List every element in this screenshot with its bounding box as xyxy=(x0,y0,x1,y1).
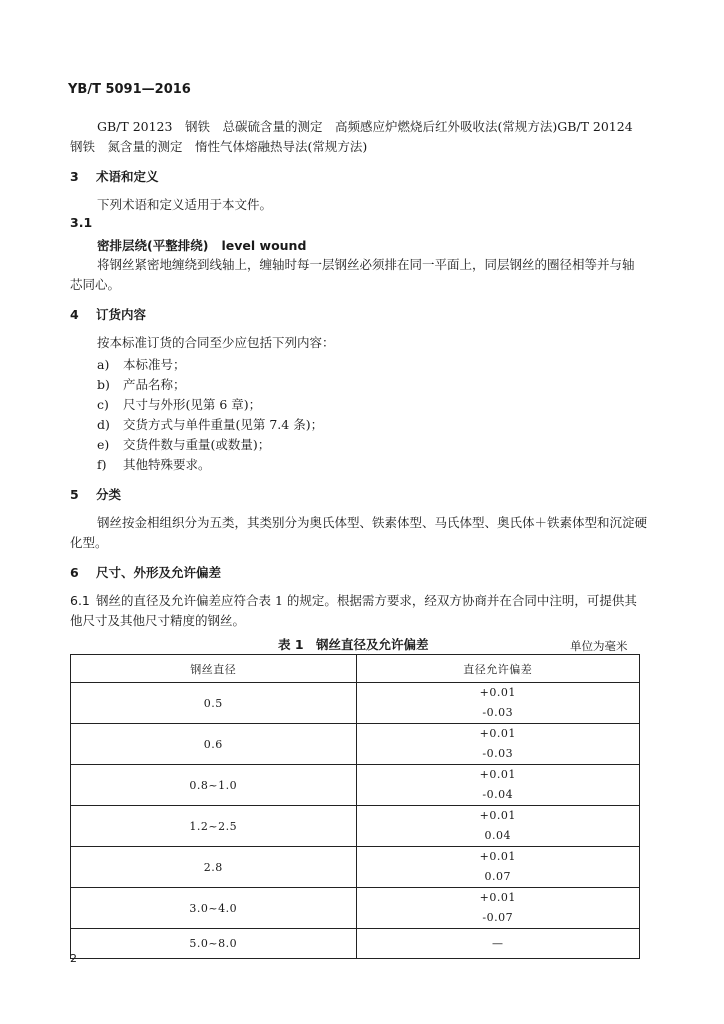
cell-tolerance: +0.01 -0.04 xyxy=(356,765,640,806)
list-item: e) 交货件数与重量(或数量)； xyxy=(97,437,271,452)
cell-diameter: 0.5 xyxy=(71,683,357,724)
table-row xyxy=(71,683,640,724)
section-3-heading xyxy=(70,167,159,185)
section-5-number: 5 xyxy=(70,487,79,502)
reference-line-1: GB/T 20123 钢铁 总碳硫含量的测定 高频感应炉燃烧后红外吸收法(常规方法)GB/T 20124 xyxy=(97,119,633,134)
section-5-title: 分类 xyxy=(96,487,122,502)
section-5-line-1: 钢丝按金相组织分为五类，其类别分为奥氏体型、铁素体型、马氏体型、奥氏体＋铁素体型和沉淀硬 xyxy=(97,515,648,530)
table-row xyxy=(71,765,640,806)
table-row xyxy=(71,888,640,929)
table-row xyxy=(71,806,640,847)
table-caption: 表 1 钢丝直径及允许偏差 xyxy=(278,637,429,652)
cell-diameter: 2.8 xyxy=(71,847,357,888)
cell-tolerance: +0.01 -0.07 xyxy=(356,888,640,929)
section-3-intro: 下列术语和定义适用于本文件。 xyxy=(97,197,273,212)
reference-line-2: 钢铁 氮含量的测定 惰性气体熔融热导法(常规方法) xyxy=(70,139,368,154)
section-5-heading xyxy=(70,485,121,503)
table-row xyxy=(71,847,640,888)
diameter-tolerance-table xyxy=(70,654,640,959)
header-diameter: 钢丝直径 xyxy=(71,655,357,683)
definition-line-2: 芯同心。 xyxy=(70,277,121,292)
section-6-title: 尺寸、外形及允许偏差 xyxy=(96,565,222,580)
section-4-intro: 按本标准订货的合同至少应包括下列内容： xyxy=(97,335,335,350)
standard-code-header: YB/T 5091—2016 xyxy=(68,82,191,97)
table-unit: 单位为毫米 xyxy=(570,639,628,653)
clause-6-1-number: 6.1 xyxy=(70,593,90,608)
section-3-number: 3 xyxy=(70,169,79,184)
term-number: 3.1 xyxy=(70,215,93,230)
cell-diameter: 5.0~8.0 xyxy=(71,929,357,959)
list-item: c) 尺寸与外形(见第 6 章)； xyxy=(97,397,262,412)
cell-diameter: 3.0~4.0 xyxy=(71,888,357,929)
section-4-title: 订货内容 xyxy=(96,307,147,322)
term-english: level wound xyxy=(221,238,307,253)
section-4-number: 4 xyxy=(70,307,79,322)
cell-tolerance: +0.01 -0.03 xyxy=(356,683,640,724)
list-item: f) 其他特殊要求。 xyxy=(97,457,211,472)
cell-diameter: 0.8~1.0 xyxy=(71,765,357,806)
cell-diameter: 1.2~2.5 xyxy=(71,806,357,847)
section-5-line-2: 化型。 xyxy=(70,535,108,550)
header-tolerance: 直径允许偏差 xyxy=(356,655,640,683)
clause-6-1-line-1 xyxy=(70,592,637,610)
clause-6-1-text: 钢丝的直径及允许偏差应符合表 1 的规定。根据需方要求，经双方协商并在合同中注明，可提供其 xyxy=(96,593,637,608)
cell-tolerance: +0.01 -0.03 xyxy=(356,724,640,765)
list-item: d) 交货方式与单件重量(见第 7.4 条)； xyxy=(97,417,324,432)
cell-tolerance: — xyxy=(356,929,640,959)
section-3-title: 术语和定义 xyxy=(96,169,159,184)
table-header-row xyxy=(71,655,640,683)
list-item: a) 本标准号； xyxy=(97,357,186,372)
section-4-heading xyxy=(70,305,146,323)
list-item: b) 产品名称； xyxy=(97,377,186,392)
table-row xyxy=(71,929,640,959)
section-6-heading xyxy=(70,563,221,581)
term-heading xyxy=(97,236,306,254)
section-6-number: 6 xyxy=(70,565,79,580)
cell-tolerance: +0.01 0.07 xyxy=(356,847,640,888)
cell-diameter: 0.6 xyxy=(71,724,357,765)
definition-line-1: 将钢丝紧密地缠绕到线轴上，缠轴时每一层钢丝必须排在同一平面上，同层钢丝的圈径相等并与轴 xyxy=(97,257,635,272)
term-chinese: 密排层绕(平整排绕) xyxy=(97,238,209,253)
table-row xyxy=(71,724,640,765)
page-number: 2 xyxy=(70,952,77,965)
clause-6-1-line-2: 他尺寸及其他尺寸精度的钢丝。 xyxy=(70,613,246,628)
cell-tolerance: +0.01 0.04 xyxy=(356,806,640,847)
